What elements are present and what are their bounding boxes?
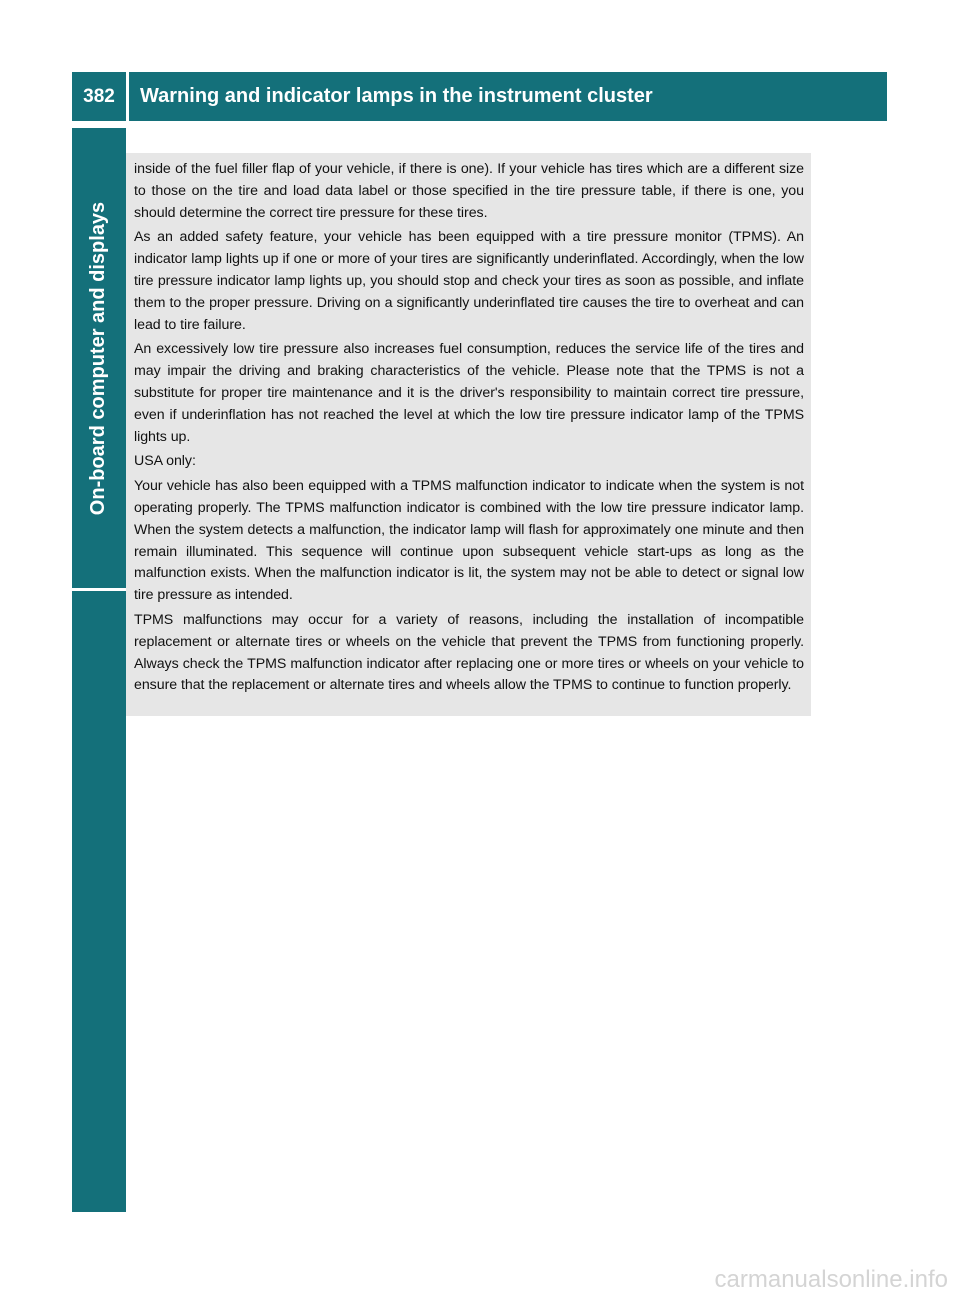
paragraph-malfunction-causes: TPMS malfunctions may occur for a variety of reasons, including the installation of incompatible replacement or alternate tires or wheels on the vehicle that prevent the TPMS from functioning properly. Always check the TPMS malfunction indicator after replacing one or more tires or wheels on your vehicle to ensure that the replacement or alternate tires and wheels allow the TPMS to continue to function properly. <box>134 611 804 694</box>
paragraph-usa-only: USA only: <box>134 453 196 470</box>
side-tab <box>72 128 126 1212</box>
page-header <box>72 72 887 121</box>
paragraph-malfunction-indicator: Your vehicle has also been equipped with a TPMS malfunction indicator to indicate when the system is not operating properly. The TPMS malfunction indicator is combined with the low tire pressure indicator lamp. When the system detects a malfunction, the indicator lamp will flash for approximately one minute and then remain illuminated. This sequence will continue upon subsequent vehicle start-ups as long as the malfunction exists. When the malfunction indicator is lit, the system may not be able to detect or signal low tire pressure as intended. <box>134 478 804 604</box>
paragraph-tpms-feature: As an added safety feature, your vehicle has been equipped with a tire pressure monitor (TPMS). An indicator lamp lights up if one or more of your tires are significantly underinflated. Accordingly, when the low tire pressure indicator lamp lights up, you should stop and check your tires as soon as possible, and inflate them to the proper pressure. Driving on a significantly underinflated tire causes the tire to overheat and can lead to tire failure. <box>134 229 804 333</box>
page-number: 382 <box>83 85 115 107</box>
side-tab-title: On-board computer and displays <box>87 201 110 515</box>
paragraph-low-pressure: An excessively low tire pressure also increases fuel consumption, reduces the service life of the tires and may impair the driving and braking characteristics of the vehicle. Please note that the TPMS is not a substitute for proper tire maintenance and it is the driver's responsibility to maintain correct tire pressure, even if underinflation has not reached the level at which the low tire pressure indicator lamp of the TPMS lights up. <box>134 341 804 445</box>
side-tab-title-wrapper <box>72 128 126 588</box>
paragraph-tire-size: inside of the fuel filler flap of your vehicle, if there is one). If your vehicle has tires which are a different size to those on the tire and load data label or those specified in the tire pressure table, if there is one, you should determine the correct tire pressure for these tires. <box>134 161 804 221</box>
info-box <box>126 153 811 716</box>
footer-watermark: carmanualsonline.info <box>714 1266 948 1293</box>
header-divider <box>126 72 129 121</box>
side-tab-divider <box>72 588 126 591</box>
page-title: Warning and indicator lamps in the instrument cluster <box>140 85 653 107</box>
